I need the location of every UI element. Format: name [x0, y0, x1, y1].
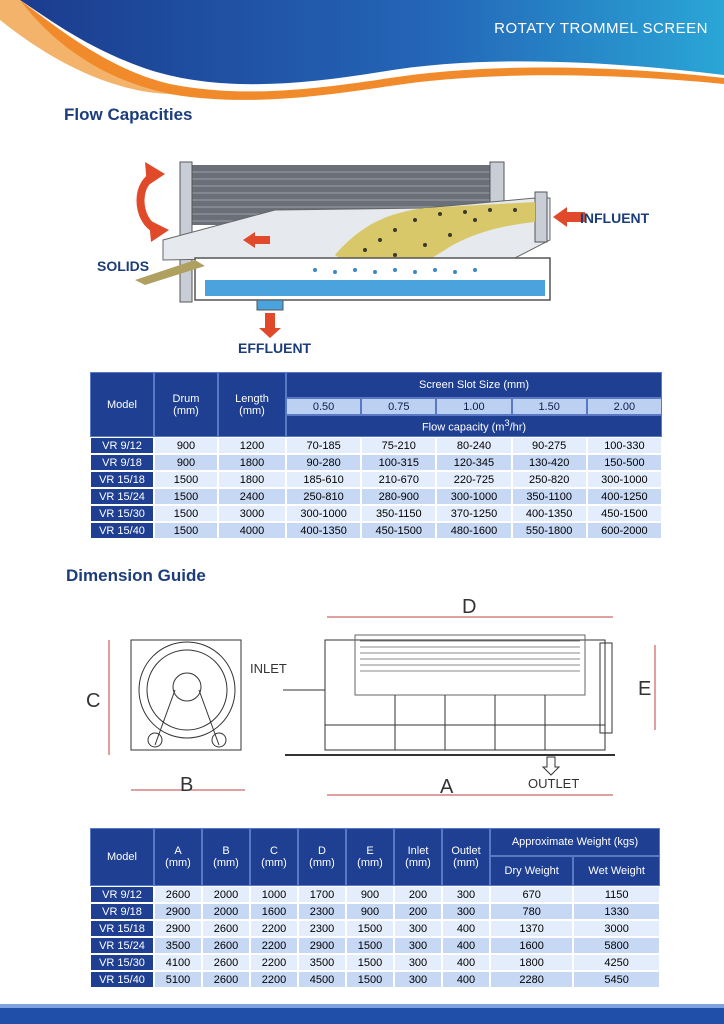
table-cell: 150-500 — [587, 454, 662, 471]
page-title: ROTATY TROMMEL SCREEN — [494, 20, 708, 37]
col-d: D (mm) — [298, 828, 346, 886]
table-cell: 4500 — [298, 971, 346, 988]
table-cell: 1600 — [250, 903, 298, 920]
dim-b-label: B — [180, 774, 194, 796]
weight-header: Approximate Weight (kgs) — [490, 828, 660, 856]
table-cell: 1000 — [250, 886, 298, 903]
table-cell: 300-1000 — [587, 471, 662, 488]
table-cell: 2200 — [250, 954, 298, 971]
table-cell: 670 — [490, 886, 573, 903]
dim-c-label: C — [86, 690, 101, 712]
table-cell: 2900 — [154, 920, 202, 937]
dim-e-label: E — [638, 678, 652, 700]
table-cell: 350-1150 — [361, 505, 436, 522]
table-cell: 900 — [346, 886, 394, 903]
table-cell: 1330 — [573, 903, 660, 920]
flow-capacities-heading: Flow Capacities — [64, 105, 193, 124]
table-row — [90, 937, 660, 954]
table-cell: 450-1500 — [361, 522, 436, 539]
table-cell: 450-1500 — [587, 505, 662, 522]
table-cell: 300 — [394, 971, 442, 988]
table-cell: 1500 — [154, 522, 218, 539]
dim-a-label: A — [440, 776, 454, 798]
table-row — [90, 920, 660, 937]
table-cell: 400 — [442, 937, 490, 954]
col-e: E (mm) — [346, 828, 394, 886]
table-cell: VR 15/30 — [90, 954, 154, 971]
dimension-guide-heading: Dimension Guide — [66, 566, 206, 585]
table-cell: 80-240 — [436, 437, 511, 454]
table-cell: VR 15/30 — [90, 505, 154, 522]
solids-label: SOLIDS — [97, 258, 150, 274]
table-cell: 5100 — [154, 971, 202, 988]
table-cell: VR 15/40 — [90, 522, 154, 539]
table-cell: 2280 — [490, 971, 573, 988]
table-cell: 900 — [154, 437, 218, 454]
table-cell: 2600 — [202, 920, 250, 937]
table-cell: 70-185 — [286, 437, 361, 454]
slot-size: 1.00 — [436, 398, 511, 415]
slot-size: 0.75 — [361, 398, 436, 415]
col-b: B (mm) — [202, 828, 250, 886]
slot-size: 1.50 — [512, 398, 587, 415]
table-cell: 300 — [394, 920, 442, 937]
table-cell: 75-210 — [361, 437, 436, 454]
table-cell: 1200 — [218, 437, 286, 454]
table-cell: 2200 — [250, 920, 298, 937]
table-cell: 1500 — [154, 471, 218, 488]
table-cell: 1500 — [346, 920, 394, 937]
table-cell: 3000 — [218, 505, 286, 522]
table-cell: 1600 — [490, 937, 573, 954]
table-cell: 1500 — [154, 488, 218, 505]
dim-d-label: D — [462, 596, 477, 618]
table-cell: 2600 — [202, 937, 250, 954]
table-cell: 2600 — [202, 954, 250, 971]
table-cell: 200 — [394, 903, 442, 920]
table-cell: 3500 — [154, 937, 202, 954]
table-cell: 2900 — [154, 903, 202, 920]
table-cell: VR 9/18 — [90, 903, 154, 920]
table-row — [90, 954, 660, 971]
col-outlet: Outlet (mm) — [442, 828, 490, 886]
table-cell: 90-280 — [286, 454, 361, 471]
table-row — [90, 471, 662, 488]
table-cell: 90-275 — [512, 437, 587, 454]
table-cell: 600-2000 — [587, 522, 662, 539]
table-row — [90, 522, 662, 539]
table-cell: 4250 — [573, 954, 660, 971]
table-cell: 300-1000 — [436, 488, 511, 505]
col-model: Model — [90, 828, 154, 886]
table-row — [90, 903, 660, 920]
flow-capacity-table — [90, 372, 662, 539]
influent-label: INFLUENT — [580, 210, 650, 226]
table-cell: 300 — [394, 954, 442, 971]
table-cell: 250-820 — [512, 471, 587, 488]
table-cell: 3000 — [573, 920, 660, 937]
table-cell: VR 9/18 — [90, 454, 154, 471]
col-inlet: Inlet (mm) — [394, 828, 442, 886]
header-banner — [0, 0, 724, 115]
table-cell: VR 9/12 — [90, 437, 154, 454]
table-cell: 400 — [442, 920, 490, 937]
table-cell: 1500 — [154, 505, 218, 522]
table-cell: 780 — [490, 903, 573, 920]
table-cell: 480-1600 — [436, 522, 511, 539]
table-row — [90, 505, 662, 522]
table-cell: 2600 — [202, 971, 250, 988]
table-row — [90, 437, 662, 454]
table-cell: 2400 — [218, 488, 286, 505]
table-cell: 210-670 — [361, 471, 436, 488]
table-cell: 220-725 — [436, 471, 511, 488]
table-cell: 300 — [442, 903, 490, 920]
col-wet-weight: Wet Weight — [573, 856, 660, 886]
col-a: A (mm) — [154, 828, 202, 886]
table-cell: VR 9/12 — [90, 886, 154, 903]
table-cell: 1700 — [298, 886, 346, 903]
screen-slot-header: Screen Slot Size (mm) — [286, 372, 662, 398]
flow-capacity-header: Flow capacity $(m^3/hr)$ — [286, 415, 662, 437]
col-length: Length (mm) — [218, 372, 286, 437]
trommel-flow-diagram — [95, 150, 685, 360]
table-cell: 1370 — [490, 920, 573, 937]
table-cell: 280-900 — [361, 488, 436, 505]
table-cell: 400 — [442, 954, 490, 971]
table-cell: 2200 — [250, 971, 298, 988]
table-cell: 400-1350 — [286, 522, 361, 539]
table-cell: 1500 — [346, 937, 394, 954]
table-cell: 300 — [442, 886, 490, 903]
table-cell: 300-1000 — [286, 505, 361, 522]
table-cell: 200 — [394, 886, 442, 903]
table-cell: 900 — [346, 903, 394, 920]
table-cell: 400-1350 — [512, 505, 587, 522]
table-cell: 4000 — [218, 522, 286, 539]
table-cell: 4100 — [154, 954, 202, 971]
table-cell: 1500 — [346, 954, 394, 971]
table-cell: 1150 — [573, 886, 660, 903]
col-dry-weight: Dry Weight — [490, 856, 573, 886]
table-cell: 250-810 — [286, 488, 361, 505]
table-cell: VR 15/24 — [90, 937, 154, 954]
table-cell: 550-1800 — [512, 522, 587, 539]
table-cell: 2300 — [298, 903, 346, 920]
table-row — [90, 454, 662, 471]
table-cell: 3500 — [298, 954, 346, 971]
table-cell: 1800 — [218, 454, 286, 471]
table-cell: 2000 — [202, 903, 250, 920]
table-cell: 100-315 — [361, 454, 436, 471]
table-cell: 900 — [154, 454, 218, 471]
table-cell: 1800 — [218, 471, 286, 488]
table-cell: VR 15/18 — [90, 920, 154, 937]
table-cell: 2600 — [154, 886, 202, 903]
slot-size: 0.50 — [286, 398, 361, 415]
table-cell: 1500 — [346, 971, 394, 988]
table-row — [90, 886, 660, 903]
table-cell: 100-330 — [587, 437, 662, 454]
table-cell: 370-1250 — [436, 505, 511, 522]
footer-bar — [0, 1008, 724, 1024]
col-model: Model — [90, 372, 154, 437]
table-cell: 130-420 — [512, 454, 587, 471]
table-cell: 5800 — [573, 937, 660, 954]
table-cell: VR 15/40 — [90, 971, 154, 988]
table-cell: VR 15/18 — [90, 471, 154, 488]
dimension-table — [90, 828, 660, 988]
table-cell: 2900 — [298, 937, 346, 954]
table-row — [90, 971, 660, 988]
table-cell: 2200 — [250, 937, 298, 954]
col-c: C (mm) — [250, 828, 298, 886]
outlet-label: OUTLET — [528, 776, 580, 791]
table-cell: 400-1250 — [587, 488, 662, 505]
table-cell: 350-1100 — [512, 488, 587, 505]
effluent-label: EFFLUENT — [238, 340, 312, 356]
inlet-label: INLET — [250, 661, 287, 676]
table-row — [90, 488, 662, 505]
table-cell: 185-610 — [286, 471, 361, 488]
table-cell: 300 — [394, 937, 442, 954]
table-cell: 120-345 — [436, 454, 511, 471]
table-cell: 2300 — [298, 920, 346, 937]
table-cell: 2000 — [202, 886, 250, 903]
table-cell: VR 15/24 — [90, 488, 154, 505]
table-cell: 400 — [442, 971, 490, 988]
table-cell: 5450 — [573, 971, 660, 988]
slot-size: 2.00 — [587, 398, 662, 415]
col-drum: Drum (mm) — [154, 372, 218, 437]
table-cell: 1800 — [490, 954, 573, 971]
